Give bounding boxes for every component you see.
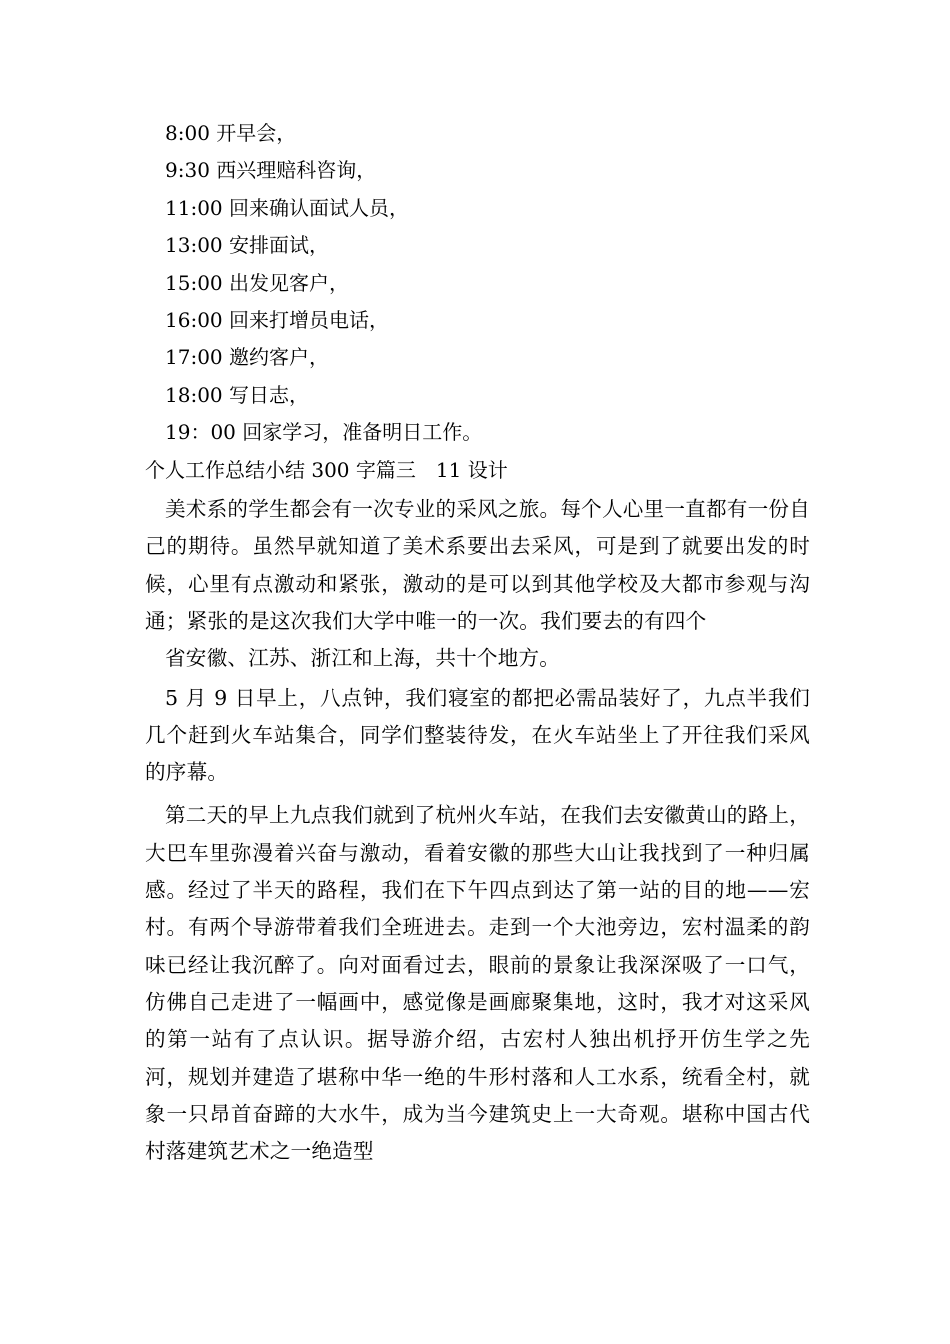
section-heading: 个人工作总结小结 300 字篇三 11 设计 xyxy=(145,457,508,482)
paragraph: 省安徽、江苏、浙江和上海，共十个地方。 xyxy=(165,646,561,671)
paragraph: 5 月 9 日早上，八点钟，我们寝室的都把必需品装好了，九点半我们几个赶到火车站集合，同学们整装待发，在火车站坐上了开往我们采风的序幕。 xyxy=(145,685,810,785)
document-body xyxy=(145,115,810,1170)
schedule-item: 16:00 回来打增员电话， xyxy=(165,308,389,333)
schedule-item: 8:00 开早会， xyxy=(165,121,297,145)
schedule-item: 19：00 回家学习，准备明日工作。 xyxy=(165,420,483,445)
paragraph: 美术系的学生都会有一次专业的采风之旅。每个人心里一直都有一份自己的期待。虽然早就知道了美术系要出去采风，可是到了就要出发的时候，心里有点激动和紧张，激动的是可以到其他学校及大都市参观与沟通；紧张的是这次我们大学中唯一的一次。我们要去的有四个 xyxy=(145,497,810,633)
schedule-item: 9:30 西兴理赔科咨询， xyxy=(165,158,377,183)
schedule-item: 13:00 安排面试， xyxy=(165,233,329,258)
schedule-item: 17:00 邀约客户， xyxy=(165,345,329,370)
schedule-list xyxy=(145,115,810,452)
schedule-item: 18:00 写日志， xyxy=(165,382,309,407)
schedule-item: 15:00 出发见客户， xyxy=(165,270,349,295)
paragraph: 第二天的早上九点我们就到了杭州火车站，在我们去安徽黄山的路上，大巴车里弥漫着兴奋与激动，看着安徽的那些大山让我找到了一种归属感。经过了半天的路程，我们在下午四点到达了第一站的目的地——宏村。有两个导游带着我们全班进去。走到一个大池旁边，宏村温柔的韵味已经让我沉醉了。向对面看过去，眼前的景象让我深深吸了一口气，仿佛自己走进了一幅画中，感觉像是画廊聚集地，这时，我才对这采风的第一站有了点认识。据导游介绍，古宏村人独出机抒开仿生学之先河，规划并建造了堪称中华一绝的牛形村落和人工水系，统看全村，就象一只昂首奋蹄的大水牛，成为当今建筑史上一大奇观。堪称中国古代村落建筑艺术之一绝造型 xyxy=(145,803,810,1164)
schedule-item: 11:00 回来确认面试人员， xyxy=(165,195,409,220)
